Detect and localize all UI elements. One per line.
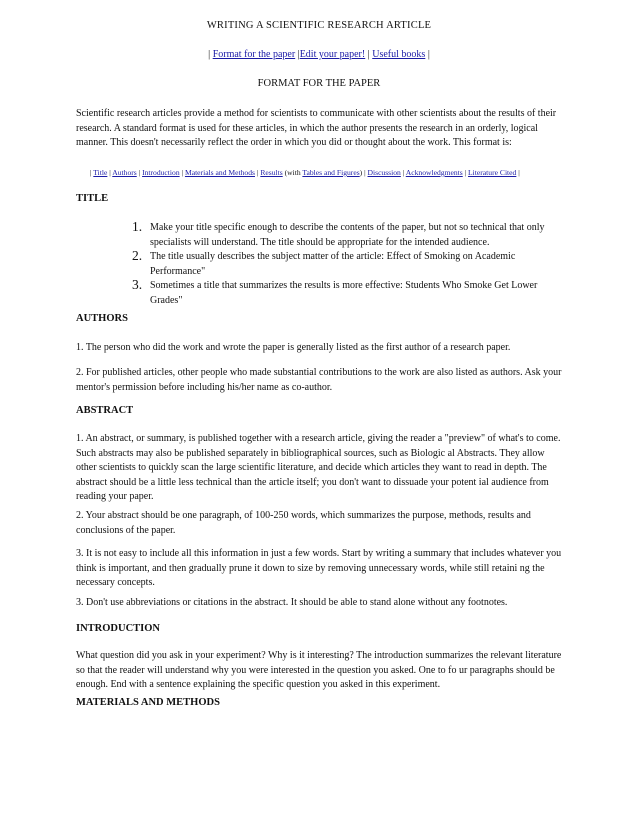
authors-paragraph-1: 1. The person who did the work and wrote the paper is generally listed as the first author of a research paper.	[76, 342, 511, 353]
list-item	[120, 279, 560, 308]
materials-section-heading: MATERIALS AND METHODS	[76, 697, 220, 708]
nav-link-materials[interactable]: Materials and Methods	[184, 168, 255, 177]
list-item	[120, 250, 560, 279]
title-guidelines-list	[120, 221, 560, 309]
document-title: WRITING A SCIENTIFIC RESEARCH ARTICLE	[206, 20, 432, 31]
list-number: 3.	[132, 277, 143, 293]
nav-link-title[interactable]: Title	[93, 168, 108, 177]
nav-note: (with	[282, 168, 303, 177]
nav-link-results[interactable]: Results	[260, 168, 283, 177]
list-number: 2.	[132, 248, 143, 264]
abstract-section-heading: ABSTRACT	[76, 405, 134, 416]
nav-link-discussion[interactable]: Discussion	[367, 168, 401, 177]
nav-separator: |	[179, 168, 185, 177]
abstract-paragraph-1: 1. An abstract, or summary, is published together with a research article, giving the reader a "preview" of what's to come. Such abstracts may also be published separately in bibliographical sources, such as Biologic al Abstracts. They allow other scientists to quickly scan the large scientific literature, and decide which articles they want to read in depth. The abstract should be a little less technical than the article itself; you don't want to dissuade your potent ial audience from reading your paper.	[76, 433, 561, 503]
list-item-text: Sometimes a title that summarizes the results is more effective: Students Who Smoke Get Lower Grades"	[150, 280, 538, 306]
authors-section-heading: AUTHORS	[76, 313, 128, 324]
nav-separator: |	[254, 168, 261, 177]
nav-link-acknowledgments[interactable]: Acknowledgments	[405, 168, 463, 177]
useful-books-link[interactable]: Useful books	[372, 49, 426, 60]
title-section-heading: TITLE	[76, 193, 109, 204]
introduction-section-heading: INTRODUCTION	[76, 623, 161, 634]
format-paper-link[interactable]: Format for the paper	[212, 49, 296, 60]
abstract-paragraph-3: 3. It is not easy to include all this information in just a few words. Start by writing a summary that includes whatever you think is important, and then gradually prune it down to size by removing unnecessary words, while still retaini ng the necessary concepts.	[76, 548, 562, 589]
nav-separator: |	[136, 168, 143, 177]
link-separator: |	[208, 49, 213, 60]
list-item	[120, 221, 560, 250]
nav-link-tables-figures[interactable]: Tables and Figures	[302, 168, 360, 177]
nav-link-literature[interactable]: Literature Cited	[468, 168, 517, 177]
top-link-bar	[0, 49, 638, 60]
nav-separator: |	[90, 168, 94, 177]
abstract-paragraph-4: 3. Don't use abbreviations or citations in the abstract. It should be able to stand alone without any footnotes.	[76, 597, 508, 608]
nav-separator: |	[400, 168, 406, 177]
edit-paper-link[interactable]: Edit your paper!	[299, 49, 366, 60]
link-separator: |	[365, 49, 373, 60]
nav-separator: |	[107, 168, 113, 177]
intro-paragraph: Scientific research articles provide a method for scientists to communicate with other scientists about the results of their research. A standard format is used for these articles, in which the author presents the research in an orderly, logical manner. This doesn't necessarily reflect the order in which you did or thought about the work. This format is:	[76, 108, 557, 149]
nav-link-authors[interactable]: Authors	[112, 168, 137, 177]
abstract-paragraph-2: 2. Your abstract should be one paragraph, of 100-250 words, which summarizes the purpose, methods, results and conclusions of the paper.	[76, 510, 531, 536]
nav-separator: |	[462, 168, 469, 177]
nav-note: ) |	[359, 168, 368, 177]
list-item-text: Make your title specific enough to describe the contents of the paper, but not so technical that only specialists will understand. The title should be appropriate for the intended audience.	[150, 222, 545, 248]
nav-separator: |	[516, 168, 520, 177]
list-item-text: The title usually describes the subject matter of the article: Effect of Smoking on Academic Performance"	[150, 251, 516, 277]
list-number: 1.	[132, 219, 143, 234]
introduction-paragraph: What question did you ask in your experiment? Why is it interesting? The introduction summarizes the relevant literature so that the reader will understand why you were interested in the question you asked. One to fo ur paragraphs should be enough. End with a sentence explaining the specific question you asked in this experiment.	[76, 650, 562, 691]
section-nav	[90, 168, 560, 177]
link-separator: |	[295, 49, 300, 60]
nav-link-introduction[interactable]: Introduction	[142, 168, 180, 177]
link-separator: |	[425, 49, 430, 60]
authors-paragraph-2: 2. For published articles, other people who made substantial contributions to the work are also listed as authors. Ask your mentor's permission before including his/her name as co-author.	[76, 367, 562, 393]
format-subtitle: FORMAT FOR THE PAPER	[257, 78, 381, 89]
